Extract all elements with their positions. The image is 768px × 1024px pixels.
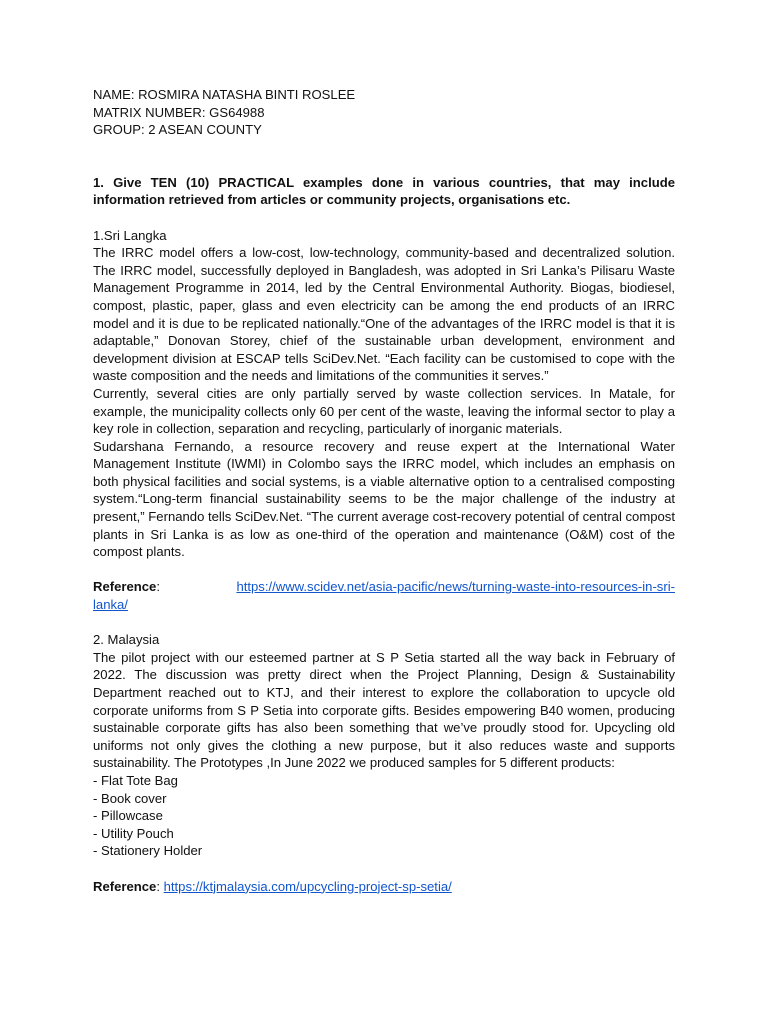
list-item: - Stationery Holder bbox=[93, 843, 203, 859]
list-item: - Pillowcase bbox=[93, 808, 163, 824]
section-heading: 2. Malaysia bbox=[93, 632, 160, 648]
section-paragraph: Currently, several cities are only partially served by waste collection services. In Matale, for example, the municipality collects only 60 per cent of the waste, leaving the informal sector to play a key role in collection, separation and recycling, particularly of inorganic materials. bbox=[93, 385, 675, 437]
product-list bbox=[93, 772, 675, 860]
student-name: NAME: ROSMIRA NATASHA BINTI ROSLEE bbox=[93, 87, 356, 102]
section-sri-langka bbox=[93, 227, 675, 614]
reference-label: Reference bbox=[93, 878, 157, 894]
reference-row-continued bbox=[93, 596, 675, 614]
section-malaysia bbox=[93, 631, 675, 895]
reference-separator: : bbox=[156, 878, 164, 894]
reference-separator: : bbox=[156, 579, 160, 595]
reference-block bbox=[93, 578, 675, 613]
section-heading: 1.Sri Langka bbox=[93, 227, 167, 243]
question-block bbox=[93, 174, 675, 209]
reference-link-line-2[interactable]: lanka/ bbox=[93, 597, 128, 613]
list-item: - Utility Pouch bbox=[93, 825, 174, 841]
reference-row bbox=[93, 578, 675, 596]
matrix-number: MATRIX NUMBER: GS64988 bbox=[93, 104, 265, 120]
reference-link-line-1[interactable]: https://www.scidev.net/asia-pacific/news/turning-waste-into-resources-in-sri- bbox=[236, 579, 675, 595]
question-text: 1. Give TEN (10) PRACTICAL examples done in various countries, that may include information retrieved from articles or community projects, organisations etc. bbox=[93, 174, 675, 208]
student-header bbox=[93, 86, 675, 139]
list-item: - Flat Tote Bag bbox=[93, 772, 178, 788]
list-item: - Book cover bbox=[93, 790, 167, 806]
reference-link[interactable]: https://ktjmalaysia.com/upcycling-project-sp-setia/ bbox=[163, 878, 452, 894]
reference-label: Reference bbox=[93, 579, 157, 595]
reference-block bbox=[93, 878, 675, 896]
section-paragraph: Sudarshana Fernando, a resource recovery and reuse expert at the International Water Management Institute (IWMI) in Colombo says the IRRC model, which includes an emphasis on both physical facilities and social systems, is a viable alternative option to a centralised composting system.“Long-term financial sustainability seems to be the major challenge of the industry at present,” Fernando tells SciDev.Net. “The current average cost-recovery potential of central compost plants in Sri Lanka is as low as one-third of the operation and maintenance (O&M) cost of the compost plants. bbox=[93, 438, 675, 560]
document-page bbox=[93, 86, 675, 895]
section-paragraph: The IRRC model offers a low-cost, low-technology, community-based and decentralized solution. The IRRC model, successfully deployed in Bangladesh, was adopted in Sri Lanka’s Pilisaru Waste Management Programme in 2014, led by the Central Environmental Authority. Biogas, biodiesel, compost, plastic, paper, glass and even electricity can be among the end products of an IRRC model and it is due to be replicated nationally.“One of the advantages of the IRRC model is that it is adaptable,” Donovan Storey, chief of the sustainable urban development, environment and development division at ESCAP tells SciDev.Net. “Each facility can be customised to cope with the waste composition and the needs and limitations of the communities it serves.” bbox=[93, 245, 675, 384]
group-name: GROUP: 2 ASEAN COUNTY bbox=[93, 122, 262, 138]
reference-label-group bbox=[93, 578, 160, 596]
section-paragraph: The pilot project with our esteemed partner at S P Setia started all the way back in February of 2022. The discussion was pretty direct when the Project Planning, Design & Sustainability Department reached out to KTJ, and their interest to explore the collaboration to upcycle old corporate uniforms from S P Setia into corporate gifts. Besides empowering B40 women, producing sustainable corporate gifts has also been something that we’ve proudly stood for. Upcycling old uniforms not only gives the clothing a new purpose, but it also reduces waste and supports sustainability. The Prototypes ,In June 2022 we produced samples for 5 different products: bbox=[93, 649, 675, 771]
